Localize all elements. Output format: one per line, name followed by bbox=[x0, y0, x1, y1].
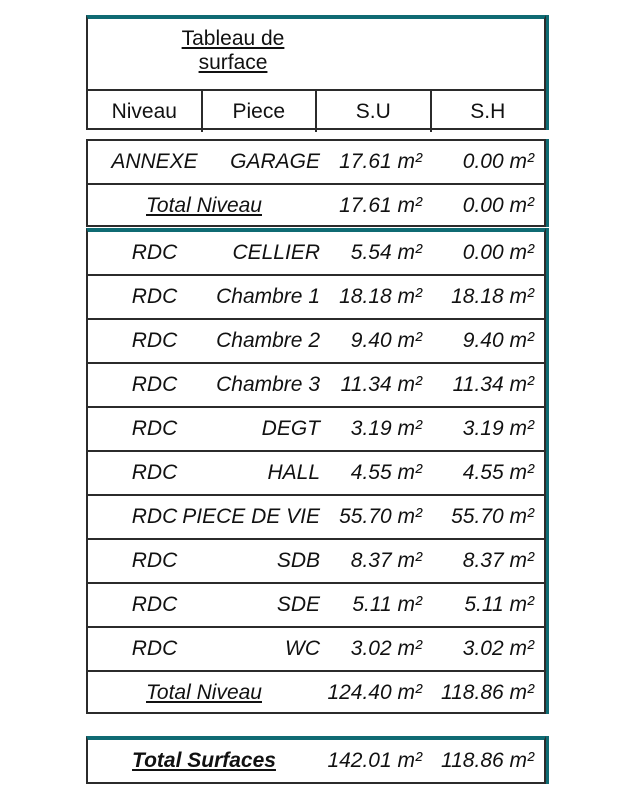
table-row bbox=[88, 496, 544, 540]
column-header-piece: Piece bbox=[201, 91, 316, 132]
cell-piece: CELLIER bbox=[232, 241, 320, 264]
cell-niveau: RDC bbox=[131, 329, 178, 352]
column-header-sh: S.H bbox=[430, 91, 545, 132]
table-header bbox=[86, 15, 546, 130]
cell-su: 3.02 m² bbox=[350, 637, 422, 660]
grand-total-label: Total Surfaces bbox=[132, 749, 276, 772]
table-row bbox=[88, 540, 544, 584]
cell-sh: 5.11 m² bbox=[464, 593, 534, 616]
cell-piece: DEGT bbox=[261, 417, 320, 440]
cell-piece: SDB bbox=[276, 549, 320, 572]
cell-sh: 18.18 m² bbox=[451, 285, 534, 308]
cell-niveau: RDC bbox=[131, 241, 178, 264]
table-row bbox=[88, 141, 544, 185]
table-row bbox=[88, 452, 544, 496]
cell-su: 5.54 m² bbox=[350, 241, 422, 264]
cell-sh: 11.34 m² bbox=[452, 373, 534, 396]
table-title-line1: Tableau de bbox=[181, 27, 285, 50]
cell-sh: 3.19 m² bbox=[462, 417, 534, 440]
cell-piece: Chambre 3 bbox=[216, 373, 320, 396]
cell-niveau: RDC bbox=[131, 593, 178, 616]
total-sh: 118.86 m² bbox=[441, 681, 534, 704]
total-row bbox=[88, 672, 544, 716]
grand-total-sh: 118.86 m² bbox=[441, 749, 534, 772]
cell-piece: PIECE DE VIE bbox=[182, 505, 320, 528]
table-row bbox=[88, 584, 544, 628]
cell-sh: 9.40 m² bbox=[462, 329, 534, 352]
table-row bbox=[88, 364, 544, 408]
cell-sh: 4.55 m² bbox=[462, 461, 534, 484]
cell-sh: 55.70 m² bbox=[451, 505, 534, 528]
cell-sh: 0.00 m² bbox=[462, 241, 534, 264]
cell-su: 11.34 m² bbox=[340, 373, 422, 396]
grand-total-row bbox=[88, 740, 544, 784]
table-title-line2: surface bbox=[198, 51, 268, 74]
table-row bbox=[88, 628, 544, 672]
grand-total-section bbox=[86, 736, 546, 784]
cell-niveau: ANNEXE bbox=[111, 150, 198, 173]
cell-niveau: RDC bbox=[131, 505, 178, 528]
cell-sh: 8.37 m² bbox=[462, 549, 534, 572]
cell-su: 18.18 m² bbox=[339, 285, 422, 308]
table-row bbox=[88, 276, 544, 320]
cell-su: 17.61 m² bbox=[339, 150, 422, 173]
cell-su: 4.55 m² bbox=[350, 461, 422, 484]
total-su: 124.40 m² bbox=[327, 681, 422, 704]
cell-piece: HALL bbox=[267, 461, 320, 484]
table-row bbox=[88, 232, 544, 276]
annexe-section bbox=[86, 139, 546, 227]
cell-piece: WC bbox=[285, 637, 320, 660]
column-header-su: S.U bbox=[315, 91, 430, 132]
table-title bbox=[88, 27, 378, 75]
column-header-niveau: Niveau bbox=[111, 99, 177, 123]
cell-su: 9.40 m² bbox=[350, 329, 422, 352]
total-sh: 0.00 m² bbox=[462, 194, 534, 217]
cell-niveau: RDC bbox=[131, 461, 178, 484]
table-row bbox=[88, 320, 544, 364]
cell-niveau: RDC bbox=[131, 417, 178, 440]
cell-piece: GARAGE bbox=[230, 150, 320, 173]
total-su: 17.61 m² bbox=[339, 194, 422, 217]
cell-sh: 3.02 m² bbox=[462, 637, 534, 660]
rdc-section bbox=[86, 228, 546, 714]
cell-su: 55.70 m² bbox=[339, 505, 422, 528]
cell-niveau: RDC bbox=[131, 549, 178, 572]
cell-niveau: RDC bbox=[131, 637, 178, 660]
column-headers bbox=[88, 89, 544, 132]
cell-su: 8.37 m² bbox=[350, 549, 422, 572]
total-niveau-label: Total Niveau bbox=[146, 194, 262, 217]
cell-piece: Chambre 1 bbox=[216, 285, 320, 308]
cell-su: 3.19 m² bbox=[350, 417, 422, 440]
cell-su: 5.11 m² bbox=[352, 593, 422, 616]
cell-sh: 0.00 m² bbox=[462, 150, 534, 173]
total-niveau-label: Total Niveau bbox=[146, 681, 262, 704]
cell-piece: SDE bbox=[276, 593, 320, 616]
cell-niveau: RDC bbox=[131, 373, 178, 396]
grand-total-su: 142.01 m² bbox=[327, 749, 422, 772]
table-row bbox=[88, 408, 544, 452]
cell-niveau: RDC bbox=[131, 285, 178, 308]
cell-piece: Chambre 2 bbox=[216, 329, 320, 352]
total-row bbox=[88, 185, 544, 229]
